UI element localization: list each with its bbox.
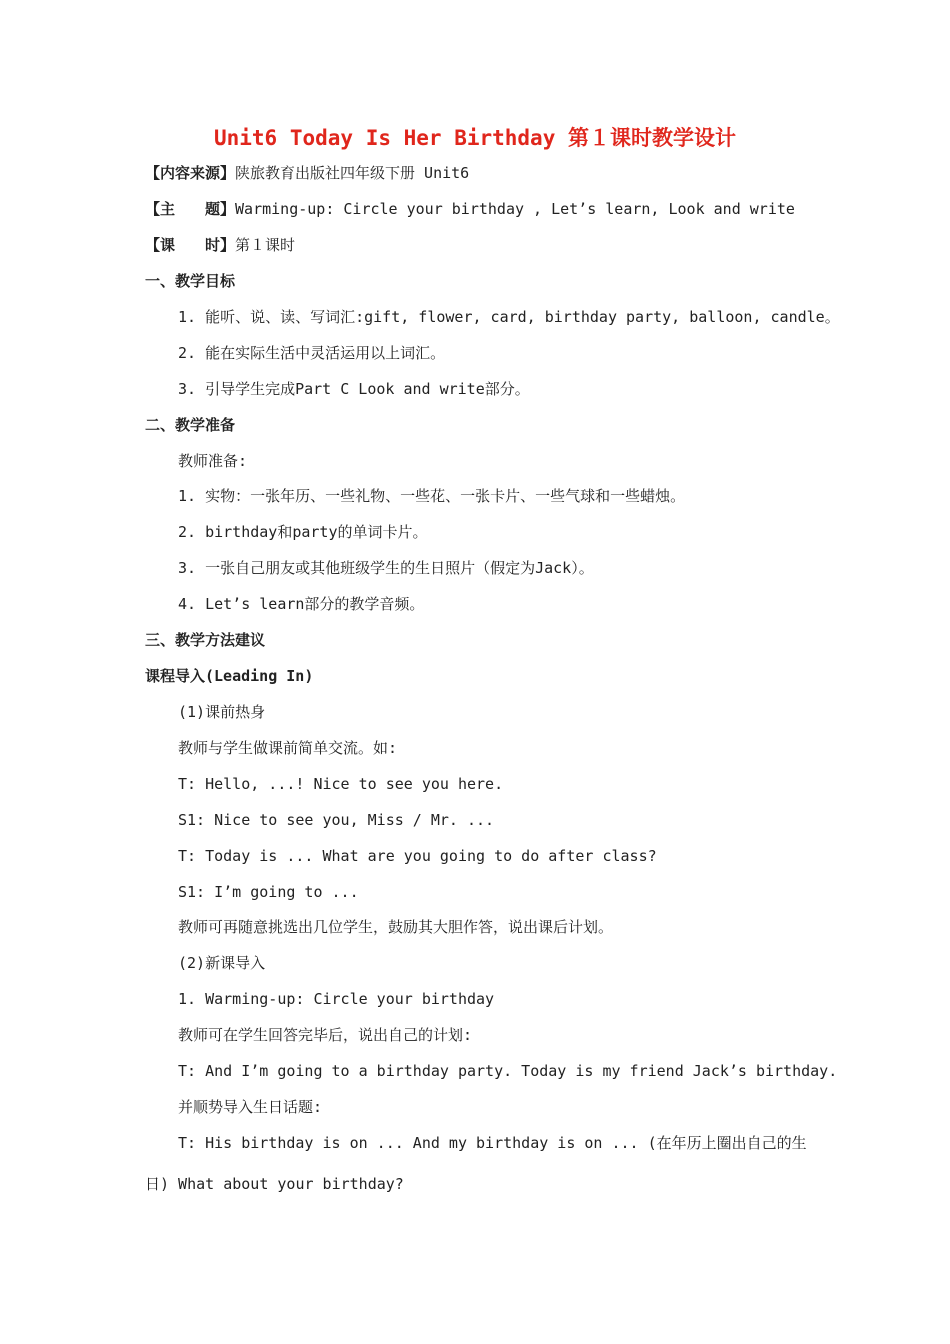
- list-item: 1. 实物：一张年历、一些礼物、一些花、一张卡片、一些气球和一些蜡烛。: [178, 487, 686, 505]
- meta-key: 【课 时】: [145, 236, 236, 254]
- meta-key: 【内容来源】: [145, 164, 236, 182]
- list-item: 4. Let’s learn部分的教学音频。: [178, 595, 425, 613]
- meta-value: 陕旅教育出版社四年级下册 Unit6: [235, 164, 470, 182]
- paragraph: (2)新课导入: [178, 954, 266, 972]
- section-heading: 二、教学准备: [145, 416, 236, 434]
- paragraph: 教师可再随意挑选出几位学生，鼓励其大胆作答，说出课后计划。: [178, 918, 614, 936]
- paragraph: 教师可在学生回答完毕后，说出自己的计划:: [178, 1026, 473, 1044]
- list-item: 2. birthday和party的单词卡片。: [178, 523, 428, 541]
- meta-source: [145, 163, 469, 183]
- dialogue-line: S1: Nice to see you, Miss / Mr. ...: [178, 811, 495, 829]
- subheading: 课程导入(Leading In): [145, 667, 314, 685]
- dialogue-line: T: And I’m going to a birthday party. Today is my friend Jack’s birthday.: [178, 1062, 838, 1080]
- meta-period: [145, 235, 295, 255]
- paragraph: 教师与学生做课前简单交流。如:: [178, 739, 398, 757]
- dialogue-line: T: Today is ... What are you going to do after class?: [178, 847, 657, 865]
- paragraph: (1)课前热身: [178, 703, 266, 721]
- document-title: Unit6 Today Is Her Birthday 第１课时教学设计: [213, 126, 736, 150]
- meta-topic: [145, 199, 795, 219]
- meta-key: 【主 题】: [145, 200, 236, 218]
- paragraph: 1. Warming-up: Circle your birthday: [178, 990, 495, 1008]
- section-heading: 三、教学方法建议: [145, 631, 266, 649]
- dialogue-line: T: Hello, ...! Nice to see you here.: [178, 775, 504, 793]
- meta-value: Warming-up: Circle your birthday , Let’s learn, Look and write: [235, 200, 795, 218]
- dialogue-line: S1: I’m going to ...: [178, 883, 359, 901]
- dialogue-paragraph: T: His birthday is on ... And my birthday is on ... (在年历上圈出自己的生日) What about your birthday?: [145, 1134, 807, 1193]
- list-item: 3. 引导学生完成Part C Look and write部分。: [178, 380, 530, 398]
- list-item: 2. 能在实际生活中灵活运用以上词汇。: [178, 344, 446, 362]
- paragraph: 并顺势导入生日话题:: [178, 1098, 323, 1116]
- meta-value: 第１课时: [235, 236, 296, 254]
- list-item: 3. 一张自己朋友或其他班级学生的生日照片（假定为Jack）。: [178, 559, 594, 577]
- paragraph: 教师准备:: [178, 452, 248, 470]
- list-item: 1. 能听、说、读、写词汇:gift, flower, card, birthday party, balloon, candle。: [178, 308, 840, 326]
- section-heading: 一、教学目标: [145, 272, 236, 290]
